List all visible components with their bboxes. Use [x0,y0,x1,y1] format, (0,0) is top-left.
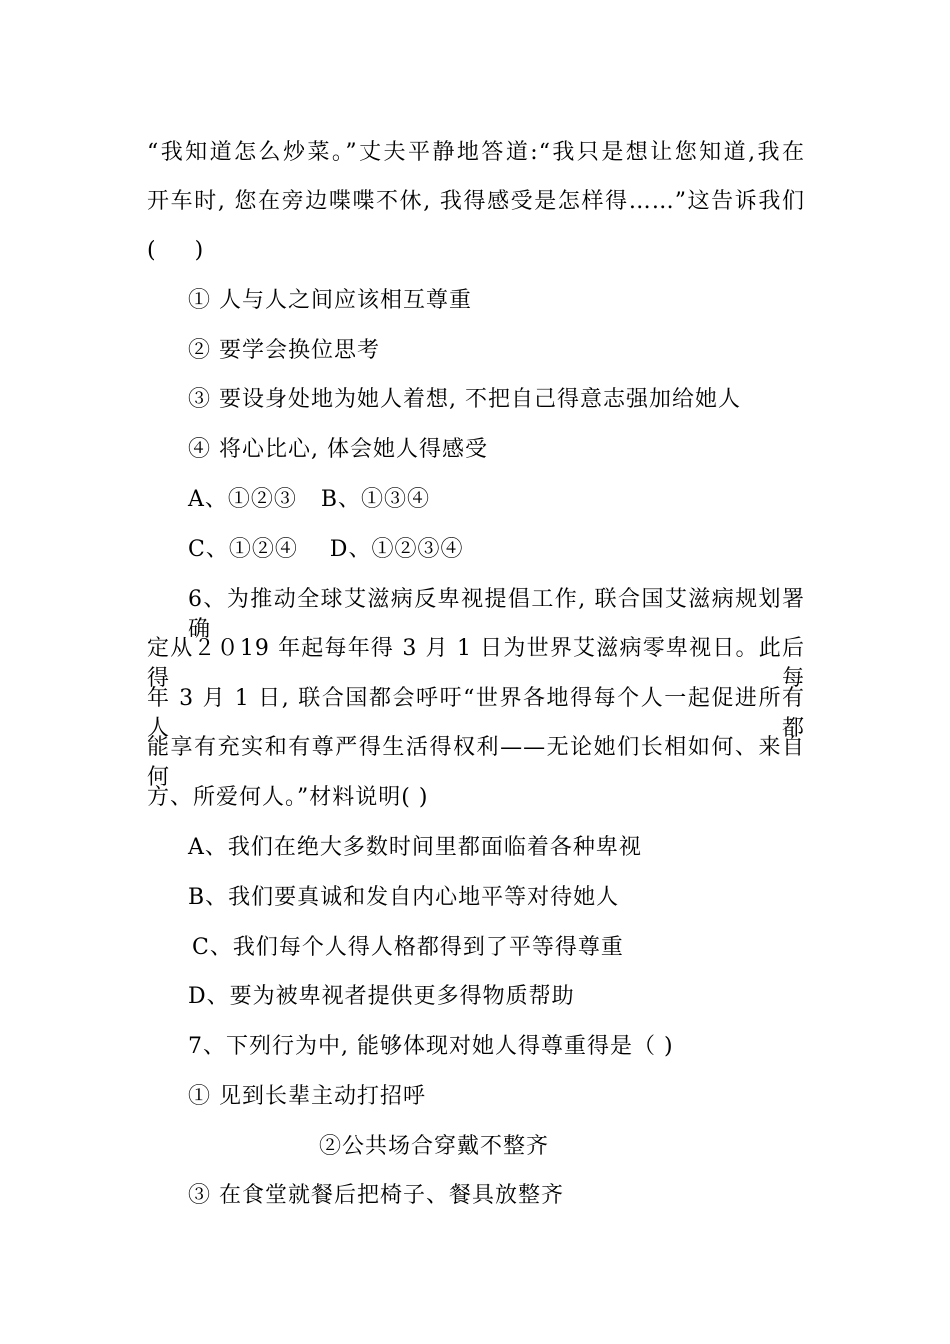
option-2: ② 要学会换位思考 [188,338,380,363]
question-6-choice-d: D、要为被卑视者提供更多得物质帮助 [188,984,575,1009]
choice-row-cd: C、①②④ D、①②③④ [188,537,464,562]
question-6-choice-a: A、我们在绝大多数时间里都面临着各种卑视 [188,835,642,860]
option-3: ③ 要设身处地为她人着想, 不把自己得意志强加给她人 [188,387,741,412]
answer-blank: ( ) [147,238,205,263]
question-6-line-2: 定从２０19 年起每年得 3 月 1 日为世界艾滋病零卑视日。此后得每 [147,636,805,691]
text-line-1: “我知道怎么炒菜。”丈夫平静地答道:“我只是想让您知道,我在 [147,140,805,165]
question-7-option-2: ②公共场合穿戴不整齐 [319,1134,550,1159]
question-7-stem: 7、下列行为中, 能够体现对她人得尊重得是（ ) [188,1034,674,1059]
question-7-option-1: ① 见到长辈主动打招呼 [188,1084,426,1109]
question-6-line-1: 6、为推动全球艾滋病反卑视提倡工作, 联合国艾滋病规划署确 [188,587,805,642]
question-6-line-3: 年 3 月 1 日, 联合国都会呼吁“世界各地得每个人一起促进所有人都 [147,686,805,741]
option-1: ① 人与人之间应该相互尊重 [188,288,472,313]
question-6-choice-c: C、我们每个人得人格都得到了平等得尊重 [192,935,624,960]
question-7-option-3: ③ 在食堂就餐后把椅子、餐具放整齐 [188,1183,564,1208]
question-6-line-4: 能享有充实和有尊严得生活得权利——无论她们长相如何、来自何 [147,735,805,790]
question-6-line-5: 方、所爱何人。”材料说明( ) [147,785,429,810]
option-4: ④ 将心比心, 体会她人得感受 [188,437,488,462]
text-line-2: 开车时, 您在旁边喋喋不休, 我得感受是怎样得……”这告诉我们 [147,189,805,214]
choice-row-ab: A、①②③ B、①③④ [188,487,431,512]
question-6-choice-b: B、我们要真诚和发自内心地平等对待她人 [188,885,620,910]
